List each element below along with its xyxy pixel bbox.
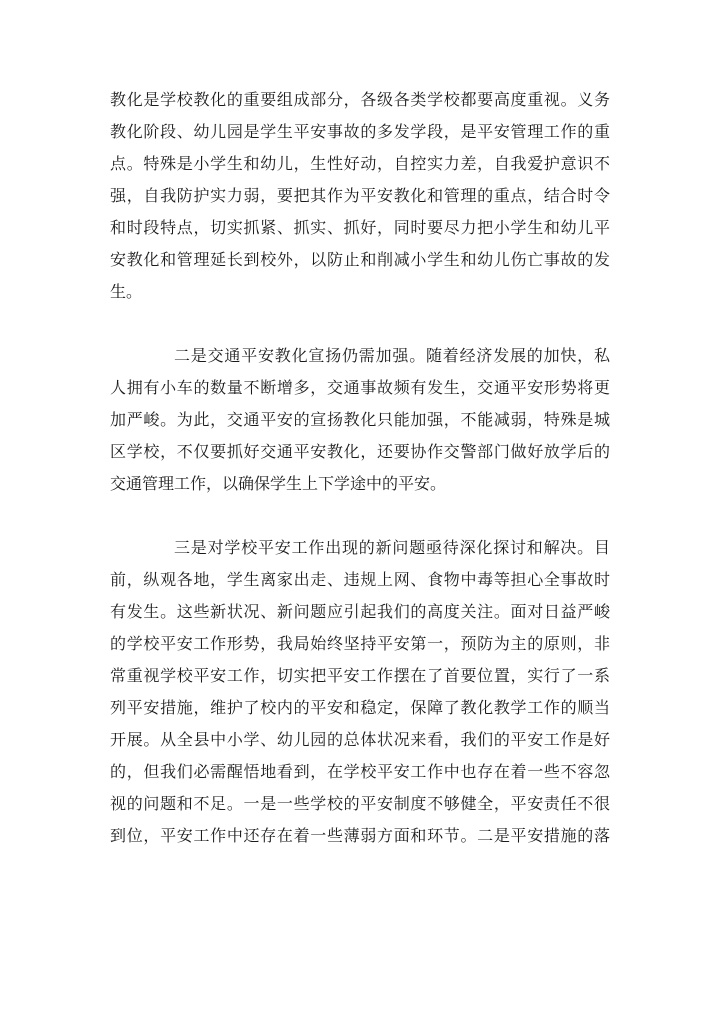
document-body	[110, 84, 610, 852]
text-line: 和时段特点，切实抓紧、抓实、抓好，同时要尽力把小学生和幼儿平	[110, 218, 610, 237]
text-line: 二是交通平安教化宣扬仍需加强。随着经济发展的加快，私	[174, 346, 610, 365]
text-line: 视的问题和不足。一是一些学校的平安制度不够健全，平安责任不很	[110, 794, 610, 813]
text-line: 的学校平安工作形势，我局始终坚持平安第一，预防为主的原则，非	[110, 634, 610, 653]
text-line: 教化是学校教化的重要组成部分，各级各类学校都要高度重视。义务	[110, 90, 610, 109]
text-line: 常重视学校平安工作，切实把平安工作摆在了首要位置，实行了一系	[110, 666, 610, 685]
text-line: 强，自我防护实力弱，要把其作为平安教化和管理的重点，结合时令	[110, 186, 610, 205]
text-line: 教化阶段、幼儿园是学生平安事故的多发学段，是平安管理工作的重	[110, 122, 610, 141]
paragraph-gap	[110, 500, 610, 532]
text-line: 到位，平安工作中还存在着一些薄弱方面和环节。二是平安措施的落	[110, 826, 610, 845]
text-line: 加严峻。为此，交通平安的宣扬教化只能加强，不能减弱，特殊是城	[110, 410, 610, 429]
text-line: 点。特殊是小学生和幼儿，生性好动，自控实力差，自我爱护意识不	[110, 154, 610, 173]
text-line: 三是对学校平安工作出现的新问题亟待深化探讨和解决。目	[174, 538, 610, 557]
text-line: 前，纵观各地，学生离家出走、违规上网、食物中毒等担心全事故时	[110, 570, 610, 589]
text-line: 安教化和管理延长到校外，以防止和削减小学生和幼儿伤亡事故的发	[110, 250, 610, 269]
text-line: 交通管理工作，以确保学生上下学途中的平安。	[110, 474, 447, 493]
text-line: 生。	[110, 282, 143, 301]
text-line: 区学校，不仅要抓好交通平安教化，还要协作交警部门做好放学后的	[110, 442, 610, 461]
text-line: 开展。从全县中小学、幼儿园的总体状况来看，我们的平安工作是好	[110, 730, 610, 749]
paragraph-gap	[110, 308, 610, 340]
text-line: 有发生。这些新状况、新问题应引起我们的高度关注。面对日益严峻	[110, 602, 610, 621]
text-line: 的，但我们必需醒悟地看到，在学校平安工作中也存在着一些不容忽	[110, 762, 610, 781]
text-line: 人拥有小车的数量不断增多，交通事故频有发生，交通平安形势将更	[110, 378, 610, 397]
text-line: 列平安措施，维护了校内的平安和稳定，保障了教化教学工作的顺当	[110, 698, 610, 717]
